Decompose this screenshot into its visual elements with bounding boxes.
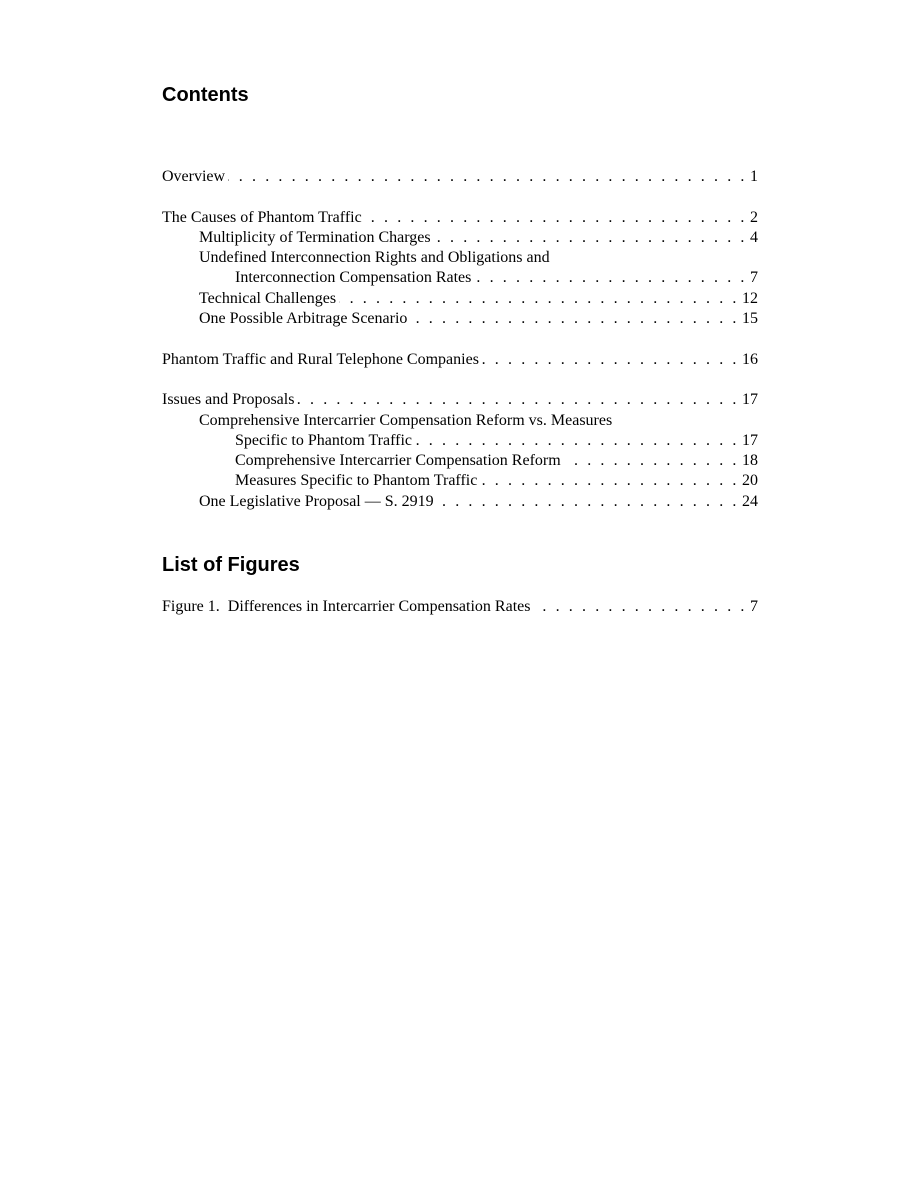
toc-entry-arbitrage-scenario[interactable]: [162, 309, 758, 329]
contents-heading: Contents: [162, 84, 249, 106]
toc-entry-page: 7: [750, 269, 758, 287]
dot-leader: [564, 451, 739, 471]
toc-entry-page: 15: [742, 310, 758, 328]
toc-entry-title: Overview: [162, 168, 226, 185]
toc-entry-page: 17: [742, 431, 758, 449]
toc-entry-page: 12: [742, 289, 758, 307]
figure-entry-title: Figure 1. Differences in Intercarrier Compensation Rates: [162, 598, 531, 615]
toc-entry-title: Multiplicity of Termination Charges: [199, 228, 431, 246]
toc-entry-rural-telephone[interactable]: [162, 350, 758, 370]
toc-entry-page: 16: [742, 350, 758, 368]
dot-leader: [482, 350, 739, 370]
toc-entry-page: 1: [750, 168, 758, 185]
toc-entry-title: Interconnection Compensation Rates: [235, 269, 472, 287]
toc-entry-comprehensive-vs-measures-line1[interactable]: [162, 411, 758, 431]
dot-leader: [339, 289, 739, 309]
dot-leader: [474, 268, 747, 288]
toc-entry-title: Comprehensive Intercarrier Compensation Reform: [235, 452, 561, 470]
figures-heading: List of Figures: [162, 554, 300, 576]
toc-entry-title: Measures Specific to Phantom Traffic: [235, 472, 478, 490]
contents-list: [162, 167, 758, 512]
figure-entry-1[interactable]: [162, 597, 758, 617]
toc-entry-technical-challenges[interactable]: [162, 289, 758, 309]
dot-leader: [437, 492, 739, 512]
toc-entry-undefined-rights-line1[interactable]: [162, 248, 758, 268]
toc-entry-causes[interactable]: [162, 208, 758, 228]
toc-entry-page: 20: [742, 472, 758, 490]
dot-leader: [434, 228, 747, 248]
toc-entry-title: Issues and Proposals: [162, 391, 295, 409]
toc-entry-title: The Causes of Phantom Traffic: [162, 208, 362, 226]
toc-entry-title: Comprehensive Intercarrier Compensation Reform vs. Measures: [199, 411, 613, 429]
toc-entry-title: Phantom Traffic and Rural Telephone Companies: [162, 350, 479, 368]
toc-entry-title: Undefined Interconnection Rights and Obligations and: [199, 249, 550, 267]
dot-leader: [410, 309, 739, 329]
toc-entry-title: One Possible Arbitrage Scenario: [199, 310, 408, 328]
toc-entry-page: 24: [742, 492, 758, 510]
toc-entry-page: 18: [742, 452, 758, 470]
toc-entry-page: 4: [750, 228, 758, 246]
toc-entry-title: Technical Challenges: [199, 289, 337, 307]
dot-leader: [533, 597, 747, 617]
figures-list: [162, 597, 758, 617]
toc-entry-comprehensive-reform[interactable]: [162, 451, 758, 471]
dot-leader: [415, 431, 739, 451]
dot-leader: [480, 471, 739, 491]
toc-entry-undefined-rights-line2[interactable]: [162, 268, 758, 288]
figure-entry-page: 7: [750, 598, 758, 615]
toc-entry-page: 17: [742, 391, 758, 409]
toc-entry-issues-proposals[interactable]: [162, 390, 758, 410]
toc-entry-comprehensive-vs-measures-line2[interactable]: [162, 431, 758, 451]
toc-entry-page: 2: [750, 208, 758, 226]
dot-leader: [365, 208, 747, 228]
toc-entry-termination-charges[interactable]: [162, 228, 758, 248]
toc-entry-title: One Legislative Proposal — S. 2919: [199, 492, 434, 510]
toc-entry-overview[interactable]: [162, 167, 758, 187]
dot-leader: [228, 167, 747, 187]
toc-entry-title: Specific to Phantom Traffic: [235, 431, 413, 449]
toc-entry-measures-specific[interactable]: [162, 471, 758, 491]
dot-leader: [297, 390, 739, 410]
toc-entry-legislative-proposal[interactable]: [162, 492, 758, 512]
